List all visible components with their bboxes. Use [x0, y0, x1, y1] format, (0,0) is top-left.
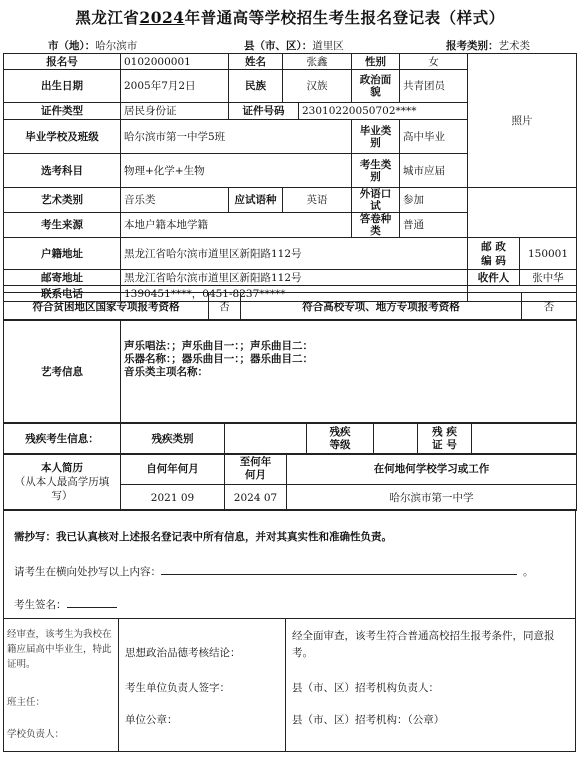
local-special-value: 否: [522, 293, 577, 321]
art-vocal-line: 声乐唱法：；声乐曲目一：；声乐曲目二：: [124, 340, 313, 352]
poor-area-label: 符合贫困地区国家专项报考资格: [4, 293, 209, 321]
mail-value: 黑龙江省哈尔滨市道里区新阳路112号: [121, 270, 468, 286]
category-value: 艺术类: [498, 40, 530, 52]
answer-lang-value: 普通: [400, 213, 468, 238]
phone-value: 1390451****，0451-8237*****: [121, 286, 468, 302]
resume-label: [4, 454, 121, 511]
politics-label: 政治面貌: [352, 70, 400, 103]
resume-from-value: 2021 09: [121, 485, 225, 511]
id-no-label: 证件号码: [229, 103, 299, 120]
unit-head-sign-label: 考生单位负责人签字：: [125, 682, 230, 694]
gender-label: 性别: [352, 54, 400, 70]
county-review-note: 经全面审查，该考生符合普通高校招生报考条件，同意报考。: [292, 630, 555, 659]
resume-to-label: [225, 454, 287, 485]
title-prefix: 黑龙江省: [75, 8, 140, 27]
mail-label: 邮寄地址: [4, 270, 121, 286]
pledge-heading: 需抄写：我已认真核对上述报名登记表中所有信息，并对其真实性和准确性负责。: [14, 531, 392, 543]
disability-level-label-line1: 残疾: [329, 425, 351, 438]
pledge-copy-end: 。: [523, 566, 534, 578]
special-table: [3, 292, 577, 321]
source-label: 考生来源: [4, 213, 121, 238]
art-instrument-line: 乐器名称：；器乐曲目一：；器乐曲目二：: [124, 353, 313, 365]
blank-cell: [468, 188, 577, 238]
disability-level-label: [307, 423, 374, 455]
title-suffix: 年普通高等学校招生考生报名登记表（样式）: [184, 8, 505, 27]
art-table: [3, 319, 577, 424]
test-lang-label: 应试语种: [229, 188, 283, 213]
class-teacher-label: 班主任：: [7, 697, 46, 708]
pledge-copy-prompt: 请考生在横向处抄写以上内容：: [14, 566, 161, 578]
form-title: [0, 6, 580, 28]
art-info-label: 艺考信息: [4, 320, 121, 424]
id-no-value: 23010220050702****: [299, 103, 468, 120]
resume-where-label: 在何地何学校学习或工作: [287, 454, 577, 485]
title-year: 2024: [139, 8, 185, 27]
exam-no-value: 0102000001: [121, 54, 229, 70]
review-divider-1: [118, 618, 119, 752]
local-special-label: 符合高校专项、地方专项报考资格: [241, 293, 522, 321]
huji-value: 黑龙江省哈尔滨市道里区新阳路112号: [121, 238, 468, 270]
id-type-label: 证件类型: [4, 103, 121, 120]
postcode-label-line1: 邮 政: [481, 240, 506, 253]
school-head-label: 学校负责人：: [7, 729, 65, 740]
art-main-item-line: 音乐类主项名称：: [124, 366, 208, 378]
signature-input[interactable]: [67, 597, 117, 608]
postcode-label-line2: 编 码: [481, 254, 506, 267]
disability-cert-label-line2: 证 号: [432, 438, 457, 451]
exam-no-label: 报名号: [4, 54, 121, 70]
county-field: [244, 38, 344, 54]
name-value: 张鑫: [283, 54, 352, 70]
gender-value: 女: [400, 54, 468, 70]
nation-label: 民族: [229, 70, 283, 103]
review-divider-2: [285, 618, 286, 752]
info-table: [3, 53, 577, 302]
birth-value: 2005年7月2日: [121, 70, 229, 103]
nation-value: 汉族: [283, 70, 352, 103]
city-label: 市（地）：: [48, 40, 96, 52]
disability-cert-label: [418, 423, 472, 455]
disability-type-label: 残疾类别: [121, 423, 225, 455]
resume-to-label-line2: 何月: [245, 469, 266, 481]
disability-level-value: [374, 423, 418, 455]
county-label: 县（市、区）：: [244, 40, 313, 52]
birth-label: 出生日期: [4, 70, 121, 103]
disability-cert-label-line1: 残 疾: [432, 425, 457, 438]
subjects-label: 选考科目: [4, 154, 121, 188]
resume-to-value: 2024 07: [225, 485, 287, 511]
student-type-value: 城市应届: [400, 154, 468, 188]
pledge-copy-input[interactable]: [161, 564, 517, 575]
recipient-label: 收件人: [468, 270, 520, 286]
answer-lang-label: 答卷种类: [352, 213, 400, 238]
poor-area-value: 否: [209, 293, 241, 321]
student-type-label: 考生类别: [352, 154, 400, 188]
resume-from-label: 自何年何月: [121, 454, 225, 485]
school-label: 毕业学校及班级: [4, 120, 121, 154]
recipient-value: 张中华: [520, 270, 577, 286]
disability-level-label-line2: 等级: [329, 438, 351, 451]
school-review-note: 经审查，该考生为我校在籍应届高中毕业生，特此证明。: [7, 629, 112, 670]
resume-table: [3, 453, 577, 511]
city-field: [48, 38, 137, 54]
postcode-value: 150001: [520, 238, 577, 270]
pledge-copy-line: [14, 564, 534, 579]
resume-where-value: 哈尔滨市第一中学: [287, 485, 577, 511]
county-value: 道里区: [312, 40, 344, 52]
moral-assessment-label: 思想政治品德考核结论：: [125, 647, 241, 659]
source-value: 本地户籍本地学籍: [121, 213, 352, 238]
disability-type-value: [225, 423, 307, 455]
county-head-label: 县（市、区）招考机构负责人：: [292, 682, 439, 694]
huji-label: 户籍地址: [4, 238, 121, 270]
phone-label: 联系电话: [4, 286, 121, 302]
art-type-label: 艺术类别: [4, 188, 121, 213]
resume-to-label-line1: 至何年: [239, 456, 272, 468]
signature-line: [14, 597, 117, 612]
oral-value: 参加: [400, 188, 468, 213]
resume-label-line2: （从本人最高学历填: [14, 476, 110, 488]
resume-label-line3: 写）: [51, 490, 73, 502]
county-seal-label: 县（市、区）招考机构：（公章）: [292, 714, 445, 726]
school-value: 哈尔滨市第一中学5班: [121, 120, 352, 154]
postcode-label: [468, 238, 520, 270]
art-type-value: 音乐类: [121, 188, 229, 213]
name-label: 姓名: [229, 54, 283, 70]
test-lang-value: 英语: [283, 188, 352, 213]
photo-label: 照片: [511, 114, 533, 127]
city-value: 哈尔滨市: [95, 40, 138, 52]
subjects-value: 物理+化学+生物: [121, 154, 352, 188]
category-label: 报考类别：: [446, 40, 499, 52]
signature-label: 考生签名：: [14, 599, 67, 611]
disability-label: 残疾考生信息：: [4, 423, 121, 455]
category-field: [446, 38, 530, 54]
id-type-value: 居民身份证: [121, 103, 229, 120]
resume-label-line1: 本人简历: [41, 462, 83, 474]
politics-value: 共青团员: [400, 70, 468, 103]
grad-type-label: 毕业类别: [352, 120, 400, 154]
photo-box: [468, 54, 577, 188]
unit-seal-label: 单位公章：: [125, 714, 178, 726]
grad-type-value: 高中毕业: [400, 120, 468, 154]
disability-table: [3, 422, 577, 455]
oral-label: 外语口试: [352, 188, 400, 213]
art-info-content: [121, 320, 577, 424]
disability-cert-value: [472, 423, 577, 455]
